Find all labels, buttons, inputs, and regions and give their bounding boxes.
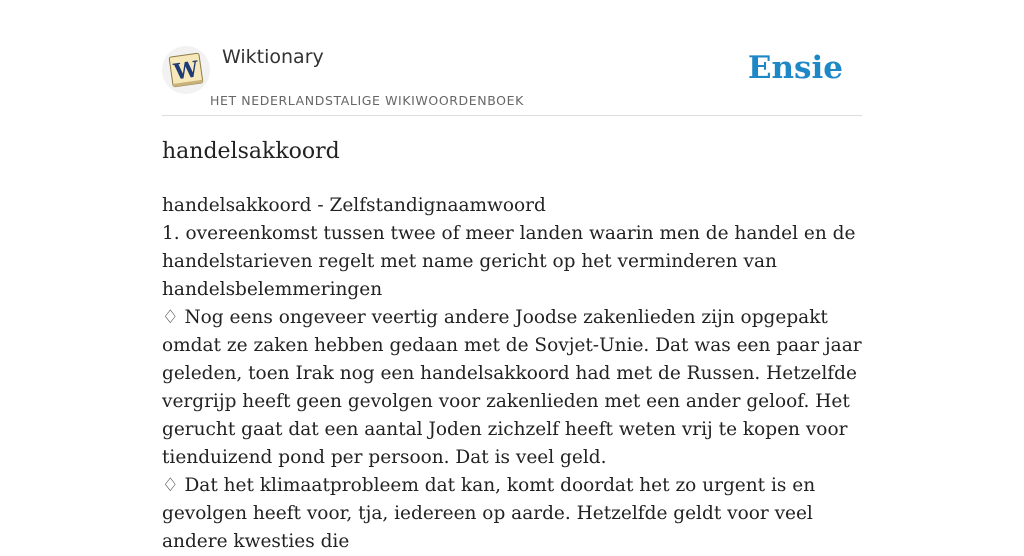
definition-1: 1. overeenkomst tussen twee of meer landen waarin men de handel en de handelstarieven regelt met name gericht op het verminderen van handelsbelemmeringen <box>162 223 856 300</box>
site-tagline: HET NEDERLANDSTALIGE WIKIWOORDENBOEK <box>210 93 524 108</box>
entry-content <box>162 192 867 556</box>
logo-letter: W <box>172 56 201 86</box>
brand-logo-text[interactable]: Ensie <box>747 50 843 86</box>
part-of-speech-line: handelsakkoord - Zelfstandignaamwoord <box>162 195 546 216</box>
site-header <box>162 0 862 116</box>
example-2: ♢ Dat het klimaatprobleem dat kan, komt doordat het zo urgent is en gevolgen heeft voor, tja, iedereen op aarde. Hetzelfde geldt voor veel andere kwesties die <box>162 475 816 552</box>
wiktionary-w-icon <box>162 46 210 94</box>
example-1: ♢ Nog eens ongeveer veertig andere Joodse zakenlieden zijn opgepakt omdat ze zaken hebben gedaan met de Sovjet-Unie. Dat was een paar jaar geleden, toen Irak nog een handelsakkoord had met de Russen. Hetzelfde vergrijp heeft geen gevolgen voor zakenlieden met een ander geloof. Het gerucht gaat dat een aantal Joden zichzelf heeft weten vrij te kopen voor tienduizend pond per persoon. Dat is veel geld. <box>162 307 862 468</box>
wiktionary-logo[interactable] <box>162 46 210 94</box>
site-name[interactable]: Wiktionary <box>222 46 324 68</box>
page-title: handelsakkoord <box>162 139 340 164</box>
